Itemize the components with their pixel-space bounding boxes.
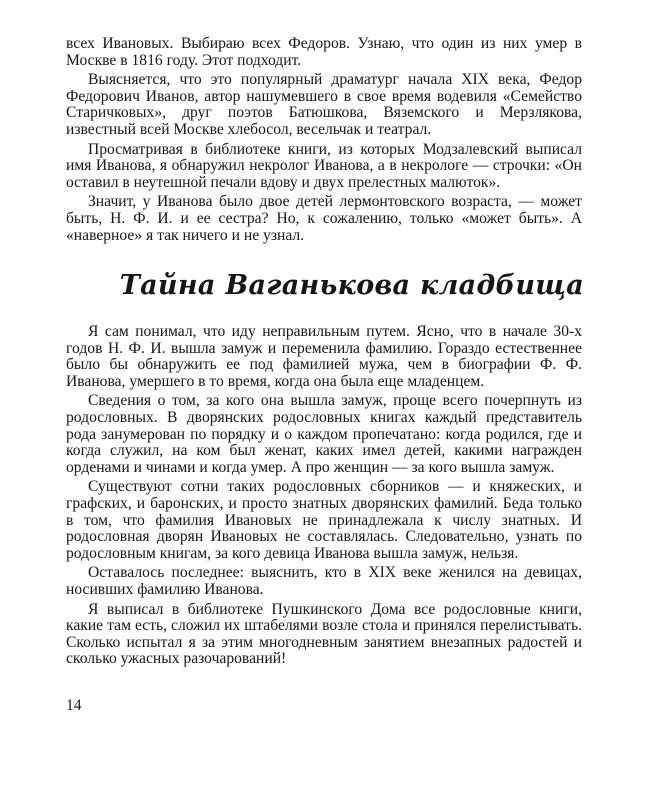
paragraph: Сведения о том, за кого она вышла замуж, проще всего почерпнуть из родословных. В дворянских родословных книгах каждый представитель рода занумерован по порядку и о каждом пропечатано: когда родился, где и когда служил, на ком был женат, каких имел детей, какими награжден орденами и чинами и когда умер. А про женщин — за кого вышла замуж. [66,392,582,476]
paragraph: Значит, у Иванова было двое детей лермонтовского возраста, — может быть, Н. Ф. И. и ее сестра? Но, к сожалению, только «может быть». А «наверное» я так ничего и не узнал. [66,193,582,244]
paragraph: Я сам понимал, что иду неправильным путем. Ясно, что в начале 30-х годов Н. Ф. И. вышла замуж и переменила фамилию. Гораздо естественнее было бы обнаружить ее под фамилией мужа, чем в биографии Ф. Ф. Иванова, умершего в то время, когда она была еще младенцем. [66,323,582,390]
section-heading: Тайна Ваганькова кладбища [119,270,584,301]
paragraph: Существуют сотни таких родословных сборников — и княжеских, и графских, и баронских, и просто знатных дворянских фамилий. Беда только в том, что фамилия Ивановых не принадлежала к числу знатных. И родословная дворян Ивановых не составлялась. Следовательно, узнать по родословным книгам, за кого девица Иванова вышла замуж, нельзя. [66,478,582,562]
top-text-block [66,36,582,247]
paragraph: Выясняется, что это популярный драматург начала XIX века, Федор Федорович Иванов, автор нашумевшего в свое время водевиля «Семейство Старичковых», друг поэтов Батюшкова, Вяземского и Мерзлякова, известный всей Москве хлебосол, весельчак и театрал. [66,71,582,138]
main-text-block [66,324,582,671]
page-number: 14 [66,697,82,714]
paragraph: Я выписал в библиотеке Пушкинского Дома все родословные книги, какие там есть, сложил их штабелями возле стола и принялся перелистывать. Сколько испытал я за этим многодневным занятием внезапных радостей и сколько ужасных разочарований! [66,600,582,668]
paragraph: Просматривая в библиотеке книги, из которых Модзалевский выписал имя Иванова, я обнаружил некролог Иванова, а в некрологе — строчки: «Он оставил в неутешной печали вдову и двух прелестных малюток». [66,140,582,191]
paragraph: всех Ивановых. Выбираю всех Федоров. Узнаю, что один из них умер в Москве в 1816 году. Этот подходит. [66,35,582,69]
paragraph: Оставалось последнее: выяснить, кто в XIX веке женился на девицах, носивших фамилию Иванова. [66,564,582,598]
